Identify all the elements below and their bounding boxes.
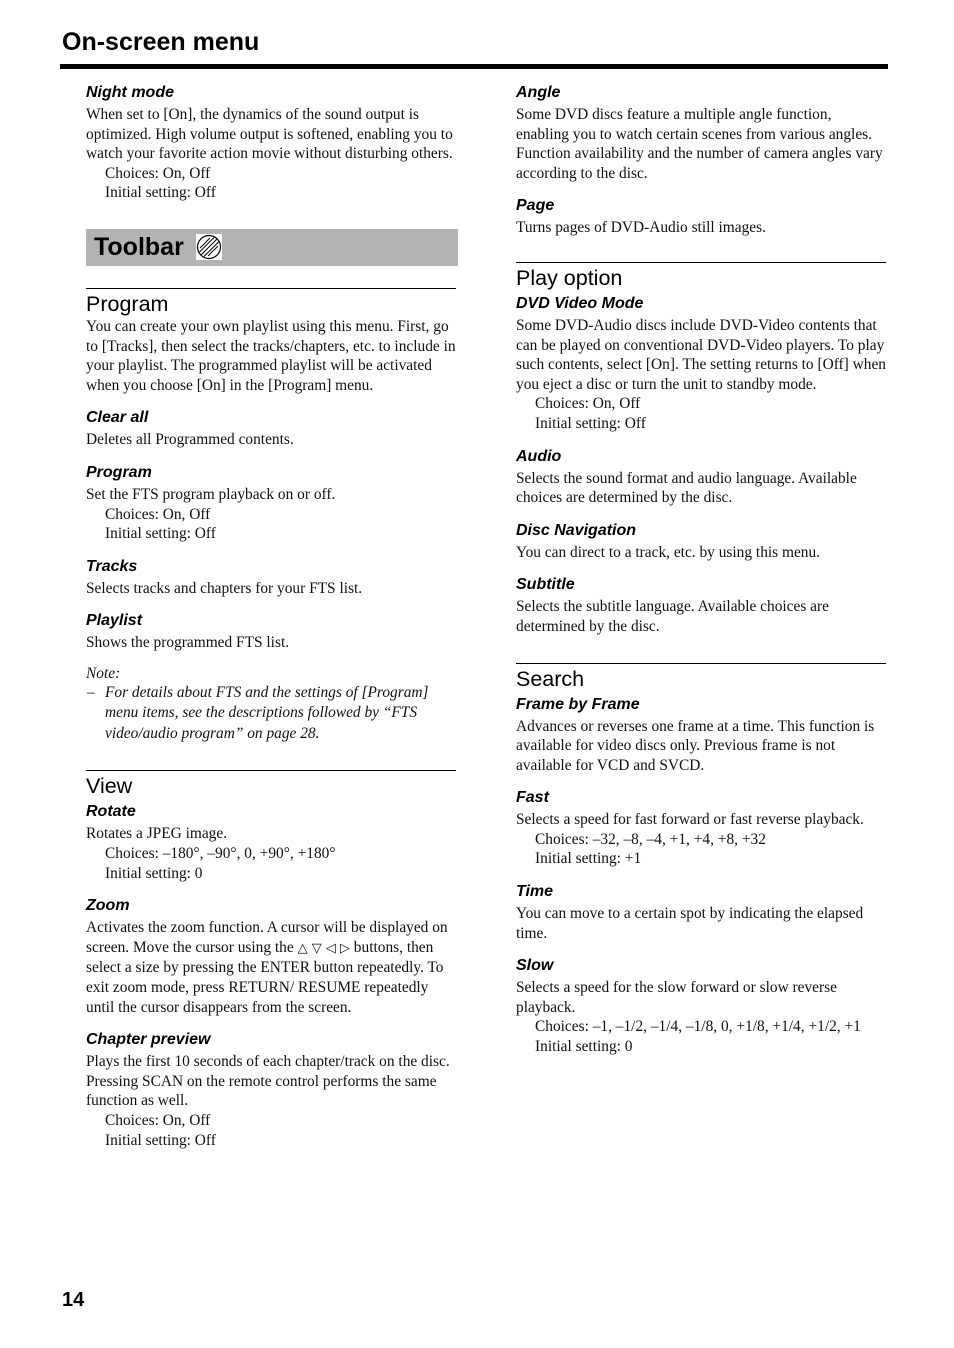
tracks-text: Selects tracks and chapters for your FTS list. — [86, 579, 363, 597]
slow-heading: Slow — [516, 957, 554, 975]
night-mode-heading: Night mode — [86, 84, 174, 101]
fast-choices: Choices: –32, –8, –4, +1, +4, +8, +32 — [535, 830, 766, 848]
dvd-video-mode-text: Some DVD-Audio discs include DVD-Video contents that can be played on conventional DVD-Video players. To play such contents, select [On]. The setting returns to [Off] when you eject a disc or turn the unit to standby mode. — [516, 316, 886, 393]
clear-all-heading: Clear all — [86, 409, 149, 427]
zoom-text-start: Activates the zoom function. A cursor will be displayed on screen. Move the cursor using the — [86, 919, 448, 956]
program-section-heading: Program — [86, 288, 456, 317]
zoom-heading: Zoom — [86, 897, 130, 915]
rotate-choices: Choices: –180°, –90°, 0, +90°, +180° — [105, 845, 336, 862]
time-text: You can move to a certain spot by indicating the elapsed time. — [516, 905, 864, 942]
slow-initial: Initial setting: 0 — [535, 1038, 633, 1056]
time-heading: Time — [516, 883, 554, 901]
dvd-video-mode-choices: Choices: On, Off — [535, 395, 641, 413]
play-option-section-heading: Play option — [516, 262, 886, 291]
subtitle-text: Selects the subtitle language. Available choices are determined by the disc. — [516, 598, 829, 635]
fast-initial: Initial setting: +1 — [535, 850, 642, 868]
program-section-text: You can create your own playlist using this menu. First, go to [Tracks], then select the tracks/chapters, etc. to include in your playlist. The programmed playlist will be activated when you choose [On] in the [Program] menu. — [86, 317, 456, 394]
right-column — [516, 84, 888, 1057]
toolbar-heading: Toolbar — [94, 232, 184, 261]
disc-navigation-heading: Disc Navigation — [516, 521, 637, 539]
chapter-preview-heading: Chapter preview — [86, 1031, 211, 1049]
note-item — [86, 683, 458, 745]
frame-by-frame-heading: Frame by Frame — [516, 695, 640, 713]
playlist-text: Shows the programmed FTS list. — [86, 634, 290, 652]
frame-by-frame-text: Advances or reverses one frame at a time. This function is available for video discs only. Previous frame is not available for VCD and SVCD. — [516, 717, 875, 774]
angle-heading: Angle — [516, 84, 561, 101]
note-label: Note: — [86, 664, 121, 682]
dvd-video-mode-initial: Initial setting: Off — [535, 414, 646, 432]
night-mode-choices: Choices: On, Off — [105, 164, 211, 182]
zoom-text — [86, 918, 458, 1017]
disc-navigation-text: You can direct to a track, etc. by using this menu. — [516, 543, 821, 561]
night-mode-initial: Initial setting: Off — [105, 184, 216, 202]
tracks-heading: Tracks — [86, 557, 138, 575]
rotate-text: Rotates a JPEG image. — [86, 825, 228, 843]
night-mode-text: When set to [On], the dynamics of the sound output is optimized. High volume output is softened, enabling you to watch your favorite action movie without disturbing others. — [86, 106, 453, 163]
fast-heading: Fast — [516, 789, 549, 807]
cursor-arrows-icon: △ ▽ ◁ ▷ — [297, 940, 350, 956]
clear-all-text: Deletes all Programmed contents. — [86, 431, 294, 449]
rotate-heading: Rotate — [86, 803, 136, 821]
view-section-heading: View — [86, 770, 456, 799]
chapter-preview-text: Plays the first 10 seconds of each chapter/track on the disc. Pressing SCAN on the remote control performs the same function as well. — [86, 1053, 450, 1110]
program-initial: Initial setting: Off — [105, 525, 216, 543]
slow-text: Selects a speed for the slow forward or slow reverse playback. — [516, 979, 837, 1016]
playlist-heading: Playlist — [86, 612, 143, 630]
chapter-preview-choices: Choices: On, Off — [105, 1111, 211, 1129]
note-text: For details about FTS and the settings of [Program] menu items, see the descriptions followed by “FTS video/audio program” on page 28. — [105, 683, 429, 742]
subtitle-heading: Subtitle — [516, 576, 575, 594]
program-text: Set the FTS program playback on or off. — [86, 485, 336, 503]
page-heading: Page — [516, 197, 555, 215]
toolbar-banner — [86, 229, 458, 266]
audio-text: Selects the sound format and audio language. Available choices are determined by the disc. — [516, 469, 857, 507]
page-number: 14 — [62, 1289, 85, 1311]
fast-text: Selects a speed for fast forward or fast reverse playback. — [516, 811, 864, 829]
rotate-initial: Initial setting: 0 — [105, 864, 203, 882]
program-heading: Program — [86, 463, 152, 481]
slow-choices: Choices: –1, –1/2, –1/4, –1/8, 0, +1/8, +1/4, +1/2, +1 — [535, 1018, 861, 1036]
toolbar-disc-icon — [196, 234, 222, 260]
audio-heading: Audio — [516, 447, 562, 465]
zoom-text-end: buttons, then select a size by pressing the ENTER button repeatedly. To exit zoom mode, press RETURN/ RESUME repeatedly until the cursor disappears from the screen. — [86, 938, 444, 1016]
note-dash: – — [87, 683, 95, 701]
program-choices: Choices: On, Off — [105, 505, 211, 523]
left-column — [86, 84, 458, 1150]
title-rule — [60, 64, 888, 69]
angle-text: Some DVD discs feature a multiple angle function, enabling you to watch certain scenes from various angles. Function availability and the number of camera angles vary according to the disc. — [516, 106, 883, 182]
chapter-preview-initial: Initial setting: Off — [105, 1131, 216, 1149]
search-section-heading: Search — [516, 663, 886, 692]
page-title: On-screen menu — [62, 28, 260, 56]
dvd-video-mode-heading: DVD Video Mode — [516, 294, 644, 312]
page-text: Turns pages of DVD-Audio still images. — [516, 219, 766, 237]
